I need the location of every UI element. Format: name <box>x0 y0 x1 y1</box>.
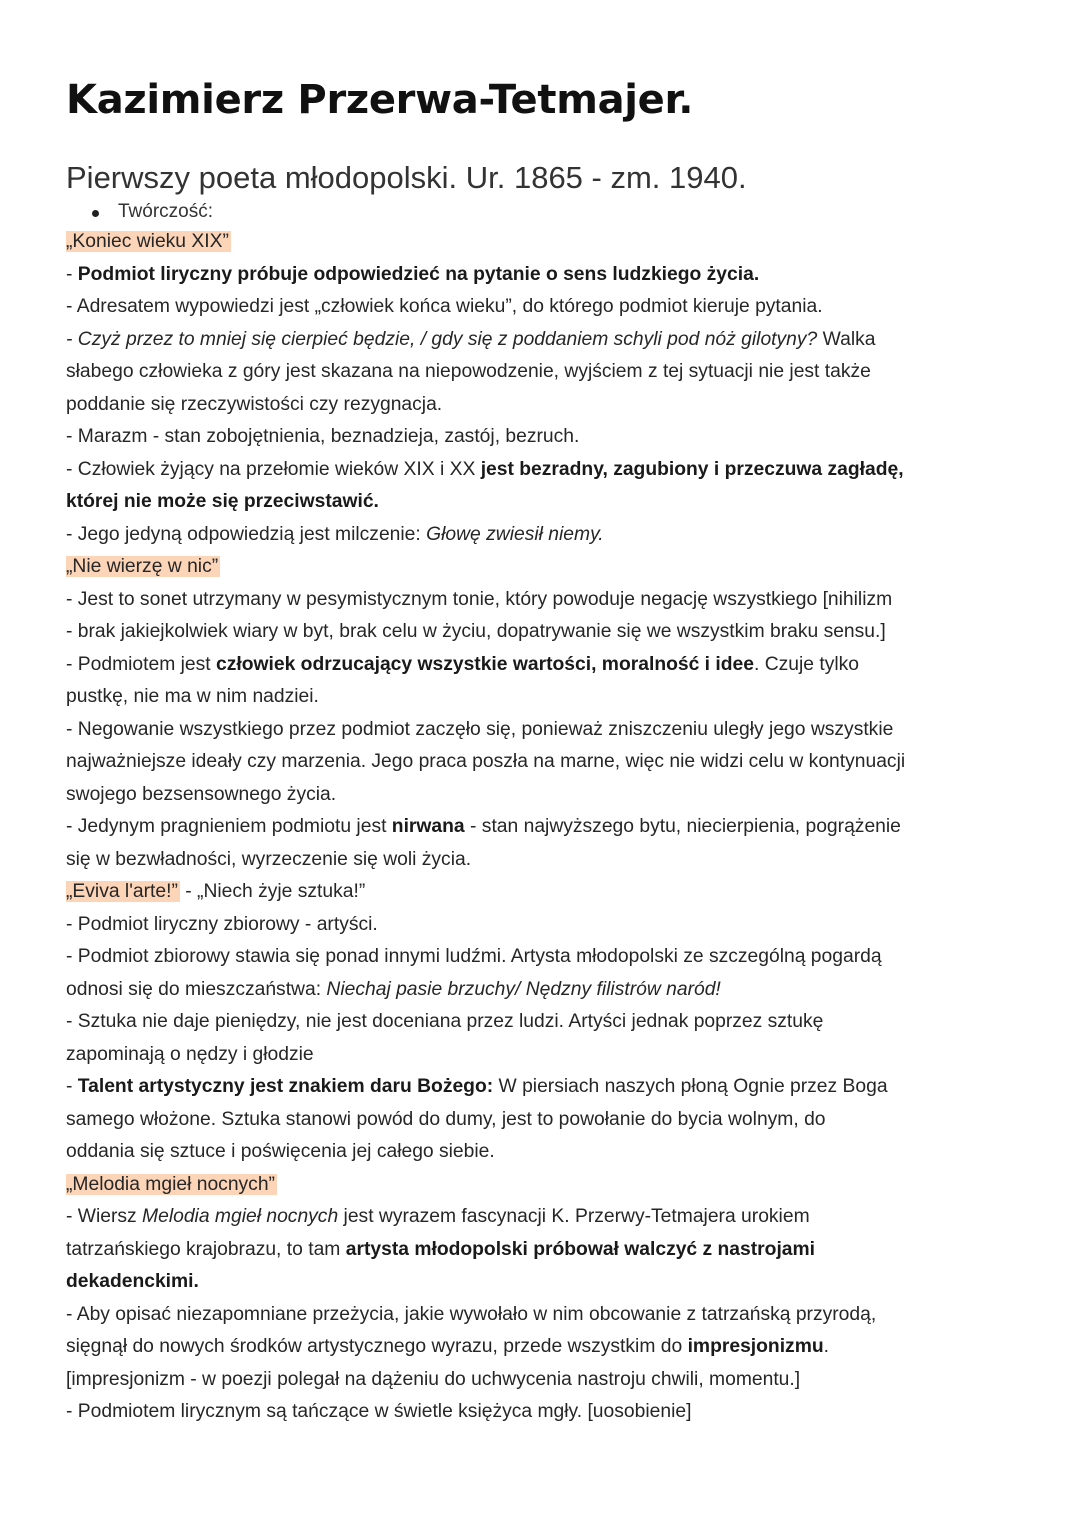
text-fragment: słabego człowieka z góry jest skazana na niepowodzenie, wyjściem z tej sytuacji nie jest także <box>66 361 871 382</box>
section-heading <box>66 876 1016 909</box>
text-fragment: zapominają o nędzy i głodzie <box>66 1043 314 1065</box>
text-fragment: najważniejsze ideały czy marzenia. Jego praca poszła na marne, więc nie widzi celu w kontynuacji <box>66 751 906 772</box>
text-line <box>66 1234 1016 1267</box>
text-fragment: . <box>823 1336 829 1357</box>
text-fragment: - Człowiek żyjący na przełomie wieków XIX i XX <box>66 458 481 480</box>
text-fragment: - Jedynym pragnieniem podmiotu jest <box>66 816 392 837</box>
text-fragment: - Podmiot zbiorowy stawia się ponad innymi ludźmi. Artysta młodopolski ze szczególną pogardą <box>66 946 882 967</box>
text-line <box>66 1071 1016 1104</box>
text-fragment: - <box>66 263 78 285</box>
text-fragment: swojego bezsensownego życia. <box>66 783 337 805</box>
text-fragment: tatrzańskiego krajobrazu, to tam <box>66 1238 346 1260</box>
text-line <box>66 1006 1016 1039</box>
text-line <box>66 324 1016 357</box>
text-fragment: Walka <box>817 328 876 350</box>
text-fragment: - Jest to sonet utrzymany w pesymistycznym tonie, który powoduje negację wszystkiego [nihilizm <box>66 588 893 610</box>
highlighted-title: „Eviva l'arte!” <box>66 881 178 902</box>
text-line <box>66 941 1016 974</box>
bold-text: Talent artystyczny jest znakiem daru Bożego: <box>77 1076 494 1097</box>
text-line <box>66 1299 1016 1332</box>
text-line <box>66 649 1016 682</box>
text-line <box>66 909 1016 942</box>
text-line <box>66 681 1016 714</box>
text-line <box>66 1266 1016 1299</box>
text-line <box>66 1039 1016 1072</box>
text-fragment: - Jego jedyną odpowiedzią jest milczenie: <box>66 523 427 545</box>
text-fragment: - Negowanie wszystkiego przez podmiot zaczęło się, ponieważ zniszczeniu uległy jego wszystkie <box>66 718 894 740</box>
heading-translation: - „Niech żyje sztuka!” <box>179 881 366 902</box>
text-line <box>66 714 1016 747</box>
text-line <box>66 454 1016 487</box>
text-fragment: - Sztuka nie daje pieniędzy, nie jest doceniana przez ludzi. Artyści jednak poprzez sztukę <box>66 1011 824 1032</box>
bold-text: człowiek odrzucający wszystkie wartości, moralność i idee <box>216 653 754 675</box>
text-fragment: W piersiach naszych płoną Ognie przez Boga <box>493 1076 888 1097</box>
text-line <box>66 356 1016 389</box>
section-heading <box>66 551 1016 584</box>
text-line <box>66 1331 1016 1364</box>
text-line <box>66 389 1016 422</box>
text-fragment: - Podmiotem jest <box>66 653 217 675</box>
text-line <box>66 974 1016 1007</box>
text-fragment: - Marazm - stan zobojętnienia, beznadzieja, zastój, bezruch. <box>66 426 580 447</box>
text-fragment: - <box>66 1076 78 1097</box>
text-fragment: - stan najwyższego bytu, niecierpienia, pogrążenie <box>464 816 901 837</box>
text-line <box>66 746 1016 779</box>
highlighted-title: „Nie wierzę w nic” <box>66 556 219 577</box>
text-fragment: jest wyrazem fascynacji K. Przerwy-Tetmajera urokiem <box>338 1206 810 1227</box>
text-line <box>66 259 1016 292</box>
italic-quote: - Czyż przez to mniej się cierpieć będzie, / gdy się z poddaniem schyli pod nóż gilotyny? <box>66 328 818 350</box>
text-fragment: . Czuje tylko <box>753 653 859 675</box>
italic-quote: Melodia mgieł nocnych <box>142 1206 339 1227</box>
bold-text: jest bezradny, zagubiony i przeczuwa zagładę, <box>480 458 904 480</box>
bold-text: której nie może się przeciwstawić. <box>66 491 379 512</box>
highlighted-title: „Koniec wieku XIX” <box>66 231 229 252</box>
text-line <box>66 1364 1016 1397</box>
bold-text: impresjonizmu <box>687 1336 824 1357</box>
section-heading <box>66 226 1016 259</box>
text-fragment: [impresjonizm - w poezji polegał na dążeniu do uchwycenia nastroju chwili, momentu.] <box>66 1368 801 1390</box>
text-line <box>66 811 1016 844</box>
text-fragment: odnosi się do mieszczaństwa: <box>66 978 327 1000</box>
highlighted-title: „Melodia mgieł nocnych” <box>66 1173 275 1195</box>
text-fragment: - Podmiot liryczny zbiorowy - artyści. <box>66 913 378 935</box>
text-line <box>66 486 1016 519</box>
bullet-item-tworczosc <box>66 198 1016 226</box>
bold-text: artysta młodopolski próbował walczyć z nastrojami <box>345 1238 816 1260</box>
text-line <box>66 519 1016 552</box>
section-heading <box>66 1169 1016 1202</box>
page-subtitle: Pierwszy poeta młodopolski. Ur. 1865 - zm. 1940. <box>66 160 747 195</box>
text-line <box>66 1136 1016 1169</box>
text-line <box>66 616 1016 649</box>
document-page <box>66 72 1016 1429</box>
text-line <box>66 1104 1016 1137</box>
text-line <box>66 779 1016 812</box>
text-line <box>66 844 1016 877</box>
text-line <box>66 584 1016 617</box>
text-line <box>66 421 1016 454</box>
text-fragment: poddanie się rzeczywistości czy rezygnacja. <box>66 393 443 415</box>
text-fragment: samego włożone. Sztuka stanowi powód do dumy, jest to powołanie do bycia wolnym, do <box>66 1108 826 1130</box>
bold-text: dekadenckimi. <box>66 1271 199 1292</box>
text-fragment: pustkę, nie ma w nim nadziei. <box>66 686 319 707</box>
page-title: Kazimierz Przerwa-Tetmajer. <box>66 77 694 123</box>
bold-text: nirwana <box>391 816 465 837</box>
text-fragment: - Podmiotem lirycznym są tańczące w świetle księżyca mgły. [uosobienie] <box>66 1401 692 1422</box>
bullet-label: Twórczość: <box>118 201 214 222</box>
text-fragment: - Wiersz <box>66 1206 143 1227</box>
text-line <box>66 291 1016 324</box>
text-fragment: - Adresatem wypowiedzi jest „człowiek końca wieku”, do którego podmiot kieruje pytania. <box>66 296 823 317</box>
text-line <box>66 1396 1016 1429</box>
bold-text: Podmiot liryczny próbuje odpowiedzieć na pytanie o sens ludzkiego życia. <box>77 263 760 285</box>
text-fragment: - brak jakiejkolwiek wiary w byt, brak celu w życiu, dopatrywanie się we wszystkim braku sensu.] <box>66 621 886 642</box>
text-fragment: - Aby opisać niezapomniane przeżycia, jakie wywołało w nim obcowanie z tatrzańską przyrodą, <box>66 1303 877 1325</box>
text-fragment: oddania się sztuce i poświęcenia jej całego siebie. <box>66 1141 495 1162</box>
italic-quote: Niechaj pasie brzuchy/ Nędzny filistrów naród! <box>326 978 721 1000</box>
text-line <box>66 1201 1016 1234</box>
text-fragment: się w bezwładności, wyrzeczenie się woli życia. <box>66 848 472 870</box>
italic-quote: Głowę zwiesił niemy. <box>426 523 604 545</box>
text-fragment: sięgnął do nowych środków artystycznego wyrazu, przede wszystkim do <box>66 1336 688 1357</box>
document-body <box>66 226 1016 1429</box>
